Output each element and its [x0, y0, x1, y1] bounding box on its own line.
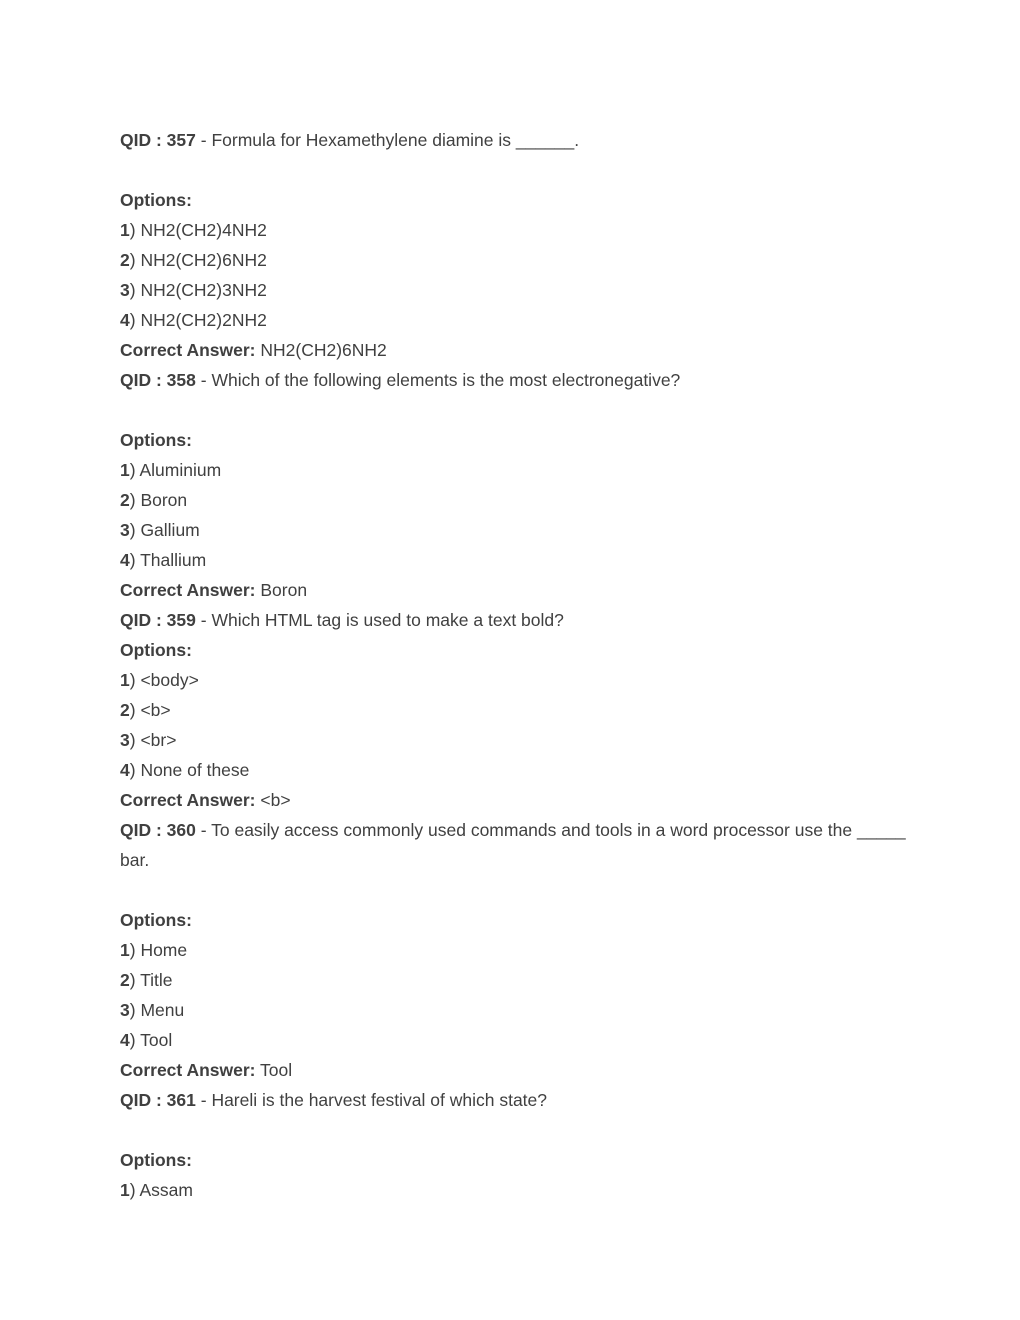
options-label: Options:: [120, 190, 192, 210]
options-label: Options:: [120, 1150, 192, 1170]
correct-answer-value: NH2(CH2)6NH2: [260, 340, 387, 360]
spacer: [120, 1115, 910, 1145]
spacer: [120, 395, 910, 425]
qid-label: QID : 357: [120, 130, 196, 150]
option-text: Thallium: [140, 550, 207, 570]
option-number: 2: [120, 970, 130, 990]
option-item: 3) <br>: [120, 730, 177, 750]
question-block: [120, 1085, 910, 1205]
option-number: 1: [120, 220, 130, 240]
spacer: [120, 155, 910, 185]
options-heading: [120, 425, 910, 455]
question-document: [120, 125, 910, 1205]
question-line: QID : 359 - Which HTML tag is used to make a text bold?: [120, 610, 564, 630]
correct-answer-value: <b>: [260, 790, 291, 810]
option-text: Gallium: [140, 520, 200, 540]
correct-answer-value: Tool: [260, 1060, 293, 1080]
option-text: <b>: [140, 700, 171, 720]
option-number: 4: [120, 1030, 130, 1050]
question-line: QID : 358 - Which of the following elements is the most electronegative?: [120, 370, 681, 390]
options-heading: [120, 635, 910, 665]
option-item: 4) Thallium: [120, 550, 207, 570]
option-item: 2) <b>: [120, 700, 171, 720]
option-number: 1: [120, 1180, 130, 1200]
options-heading: [120, 905, 910, 935]
option-number: 1: [120, 460, 130, 480]
option-item: 4) None of these: [120, 760, 250, 780]
options-label: Options:: [120, 910, 192, 930]
option-item: 2) NH2(CH2)6NH2: [120, 250, 267, 270]
option-text: NH2(CH2)4NH2: [140, 220, 267, 240]
correct-answer-value: Boron: [260, 580, 308, 600]
option-item: 1) Home: [120, 940, 188, 960]
question-text: To easily access commonly used commands and tools in a word processor use the _____ bar.: [120, 820, 906, 870]
qid-label: QID : 358: [120, 370, 196, 390]
question-text: Which HTML tag is used to make a text bold?: [211, 610, 564, 630]
option-item: 2) Title: [120, 970, 173, 990]
qid-label: QID : 359: [120, 610, 196, 630]
option-text: NH2(CH2)2NH2: [140, 310, 267, 330]
correct-answer-line: [120, 785, 910, 815]
option-number: 4: [120, 550, 130, 570]
correct-answer-line: [120, 335, 910, 365]
correct-answer-label: Correct Answer:: [120, 790, 256, 810]
option-text: Home: [140, 940, 188, 960]
option-item: 2) Boron: [120, 490, 188, 510]
option-text: <body>: [140, 670, 199, 690]
option-item: 1) Aluminium: [120, 460, 222, 480]
correct-answer-line: [120, 575, 910, 605]
option-item: 1) Assam: [120, 1180, 193, 1200]
question-text: Which of the following elements is the most electronegative?: [211, 370, 681, 390]
option-number: 3: [120, 730, 130, 750]
option-item: 4) NH2(CH2)2NH2: [120, 310, 267, 330]
options-heading: [120, 185, 910, 215]
option-text: NH2(CH2)6NH2: [140, 250, 267, 270]
options-label: Options:: [120, 430, 192, 450]
question-block: [120, 365, 910, 605]
option-number: 1: [120, 940, 130, 960]
option-item: 4) Tool: [120, 1030, 173, 1050]
option-number: 2: [120, 490, 130, 510]
option-number: 4: [120, 760, 130, 780]
correct-answer-line: [120, 1055, 910, 1085]
option-item: 1) NH2(CH2)4NH2: [120, 220, 267, 240]
option-number: 3: [120, 280, 130, 300]
question-text: Formula for Hexamethylene diamine is ______.: [211, 130, 580, 150]
option-number: 3: [120, 520, 130, 540]
option-number: 3: [120, 1000, 130, 1020]
question-block: [120, 125, 910, 365]
options-heading: [120, 1145, 910, 1175]
option-item: 1) <body>: [120, 670, 199, 690]
option-item: 3) Gallium: [120, 520, 200, 540]
correct-answer-label: Correct Answer:: [120, 340, 256, 360]
option-text: Tool: [140, 1030, 173, 1050]
question-block: [120, 605, 910, 815]
question-line: QID : 360 - To easily access commonly used commands and tools in a word processor use the _____ bar.: [120, 820, 906, 870]
correct-answer-label: Correct Answer:: [120, 580, 256, 600]
option-number: 4: [120, 310, 130, 330]
option-number: 2: [120, 700, 130, 720]
option-number: 2: [120, 250, 130, 270]
question-line: QID : 361 - Hareli is the harvest festival of which state?: [120, 1090, 548, 1110]
option-text: Aluminium: [139, 460, 222, 480]
option-item: 3) NH2(CH2)3NH2: [120, 280, 267, 300]
spacer: [120, 875, 910, 905]
qid-label: QID : 361: [120, 1090, 196, 1110]
option-text: None of these: [140, 760, 250, 780]
option-text: Boron: [140, 490, 188, 510]
question-text: Hareli is the harvest festival of which state?: [211, 1090, 548, 1110]
question-block: [120, 815, 910, 1085]
correct-answer-label: Correct Answer:: [120, 1060, 256, 1080]
qid-label: QID : 360: [120, 820, 196, 840]
option-text: Title: [140, 970, 173, 990]
options-label: Options:: [120, 640, 192, 660]
option-text: Assam: [139, 1180, 193, 1200]
option-item: 3) Menu: [120, 1000, 185, 1020]
option-text: Menu: [140, 1000, 185, 1020]
option-text: <br>: [140, 730, 177, 750]
question-line: QID : 357 - Formula for Hexamethylene diamine is ______.: [120, 130, 580, 150]
option-number: 1: [120, 670, 130, 690]
option-text: NH2(CH2)3NH2: [140, 280, 267, 300]
